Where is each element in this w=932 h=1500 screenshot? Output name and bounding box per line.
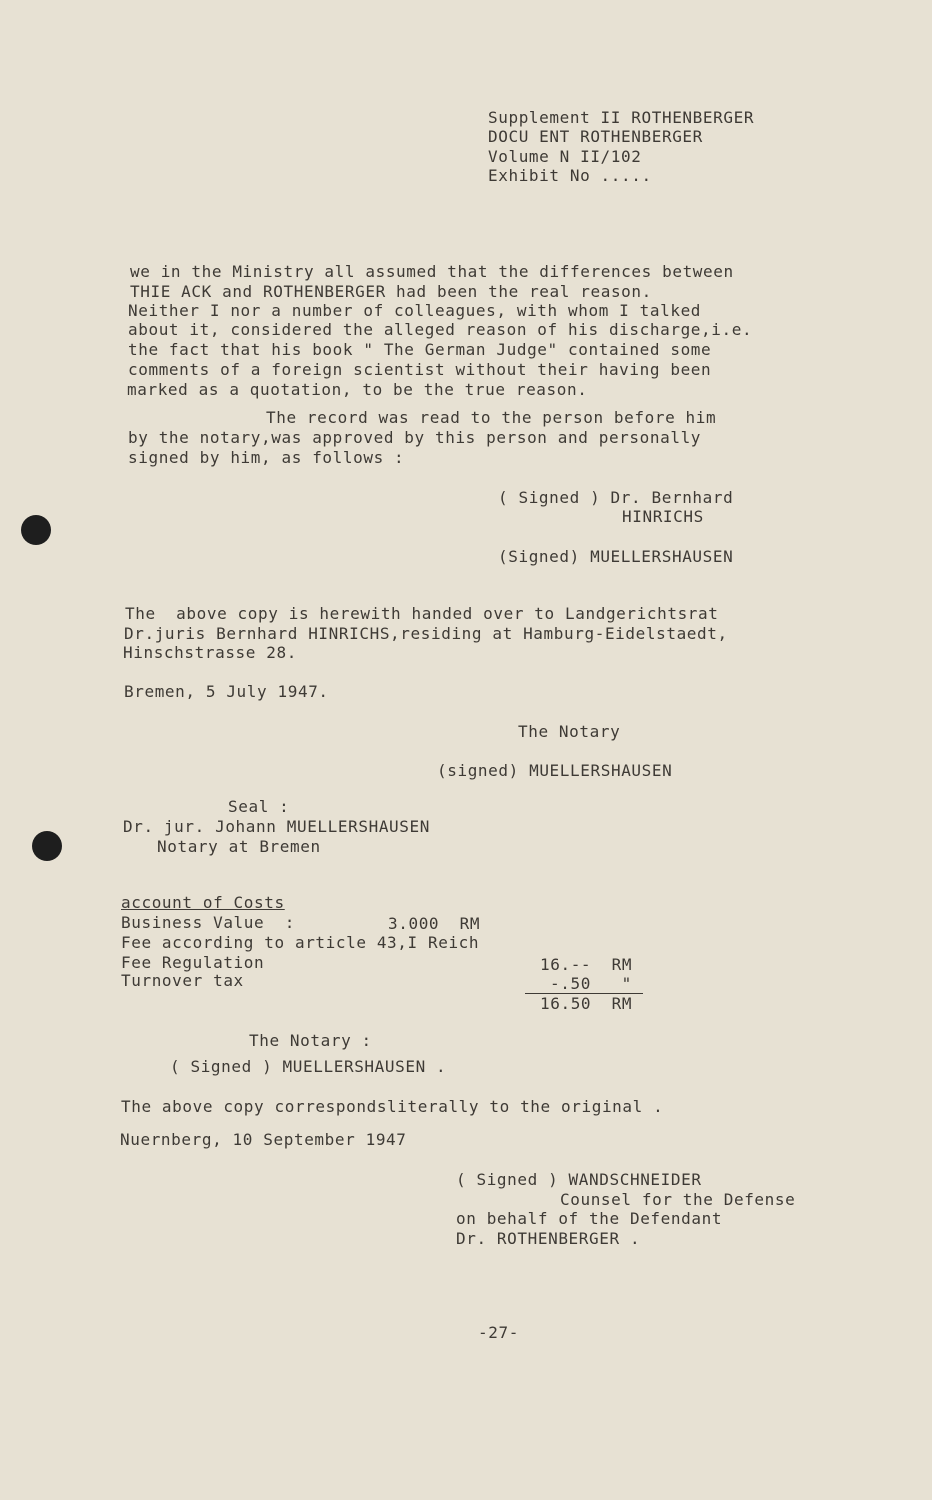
turnover-label: Turnover tax	[121, 971, 244, 990]
fee-amount: 16.-- RM	[540, 955, 633, 974]
seal-location: Notary at Bremen	[157, 837, 321, 856]
body-line: marked as a quotation, to be the true reason.	[127, 380, 588, 399]
business-value-label: Business Value :	[121, 913, 295, 932]
total-amount: 16.50 RM	[540, 994, 633, 1013]
notary-title: The Notary	[518, 722, 621, 741]
header-document: DOCU ENT ROTHENBERGER	[488, 127, 703, 146]
costs-heading: account of Costs	[121, 893, 285, 912]
handover-line: The above copy is herewith handed over to Landgerichtsrat	[125, 604, 719, 623]
place-date: Bremen, 5 July 1947.	[124, 682, 329, 701]
handover-line: Dr.juris Bernhard HINRICHS,residing at Hamburg-Eidelstaedt,	[124, 624, 728, 643]
fee-line: Fee Regulation	[121, 953, 265, 972]
defense-line: Dr. ROTHENBERGER .	[456, 1229, 641, 1248]
header-volume: Volume N II/102	[488, 147, 642, 166]
record-line: signed by him, as follows :	[128, 448, 405, 467]
body-line: comments of a foreign scientist without their having been	[128, 360, 712, 379]
costs-notary-title: The Notary :	[249, 1031, 372, 1050]
nuernberg-date: Nuernberg, 10 September 1947	[120, 1130, 407, 1149]
defense-line: ( Signed ) WANDSCHNEIDER	[456, 1170, 702, 1189]
signature-line: ( Signed ) Dr. Bernhard	[498, 488, 734, 507]
signature-muellershausen: (Signed) MUELLERSHAUSEN	[498, 547, 734, 566]
costs-notary-signed: ( Signed ) MUELLERSHAUSEN .	[170, 1057, 447, 1076]
defense-line: Counsel for the Defense	[560, 1190, 796, 1209]
record-line: The record was read to the person before him	[266, 408, 717, 427]
punch-hole-icon	[32, 831, 62, 861]
punch-hole-icon	[21, 515, 51, 545]
fee-line: Fee according to article 43,I Reich	[121, 933, 480, 952]
defense-line: on behalf of the Defendant	[456, 1209, 723, 1228]
seal-label: Seal :	[228, 797, 290, 816]
page-number: -27-	[478, 1323, 519, 1342]
handover-line: Hinschstrasse 28.	[123, 643, 297, 662]
body-line: THIE ACK and ROTHENBERGER had been the real reason.	[130, 282, 652, 301]
business-value-amount: 3.000 RM	[388, 914, 481, 933]
turnover-amount: -.50 "	[550, 974, 632, 993]
body-line: Neither I nor a number of colleagues, with whom I talked	[128, 301, 702, 320]
record-line: by the notary,was approved by this person and personally	[128, 428, 702, 447]
header-supplement: Supplement II ROTHENBERGER	[488, 108, 755, 127]
body-line: the fact that his book " The German Judge" contained some	[128, 340, 712, 359]
seal-name: Dr. jur. Johann MUELLERSHAUSEN	[123, 817, 430, 836]
body-line: about it, considered the alleged reason of his discharge,i.e.	[128, 320, 753, 339]
notary-signed: (signed) MUELLERSHAUSEN	[437, 761, 673, 780]
header-exhibit: Exhibit No .....	[488, 166, 652, 185]
correspondence-statement: The above copy correspondsliterally to the original .	[121, 1097, 664, 1116]
body-line: we in the Ministry all assumed that the differences between	[130, 262, 734, 281]
signature-line: HINRICHS	[622, 507, 704, 526]
